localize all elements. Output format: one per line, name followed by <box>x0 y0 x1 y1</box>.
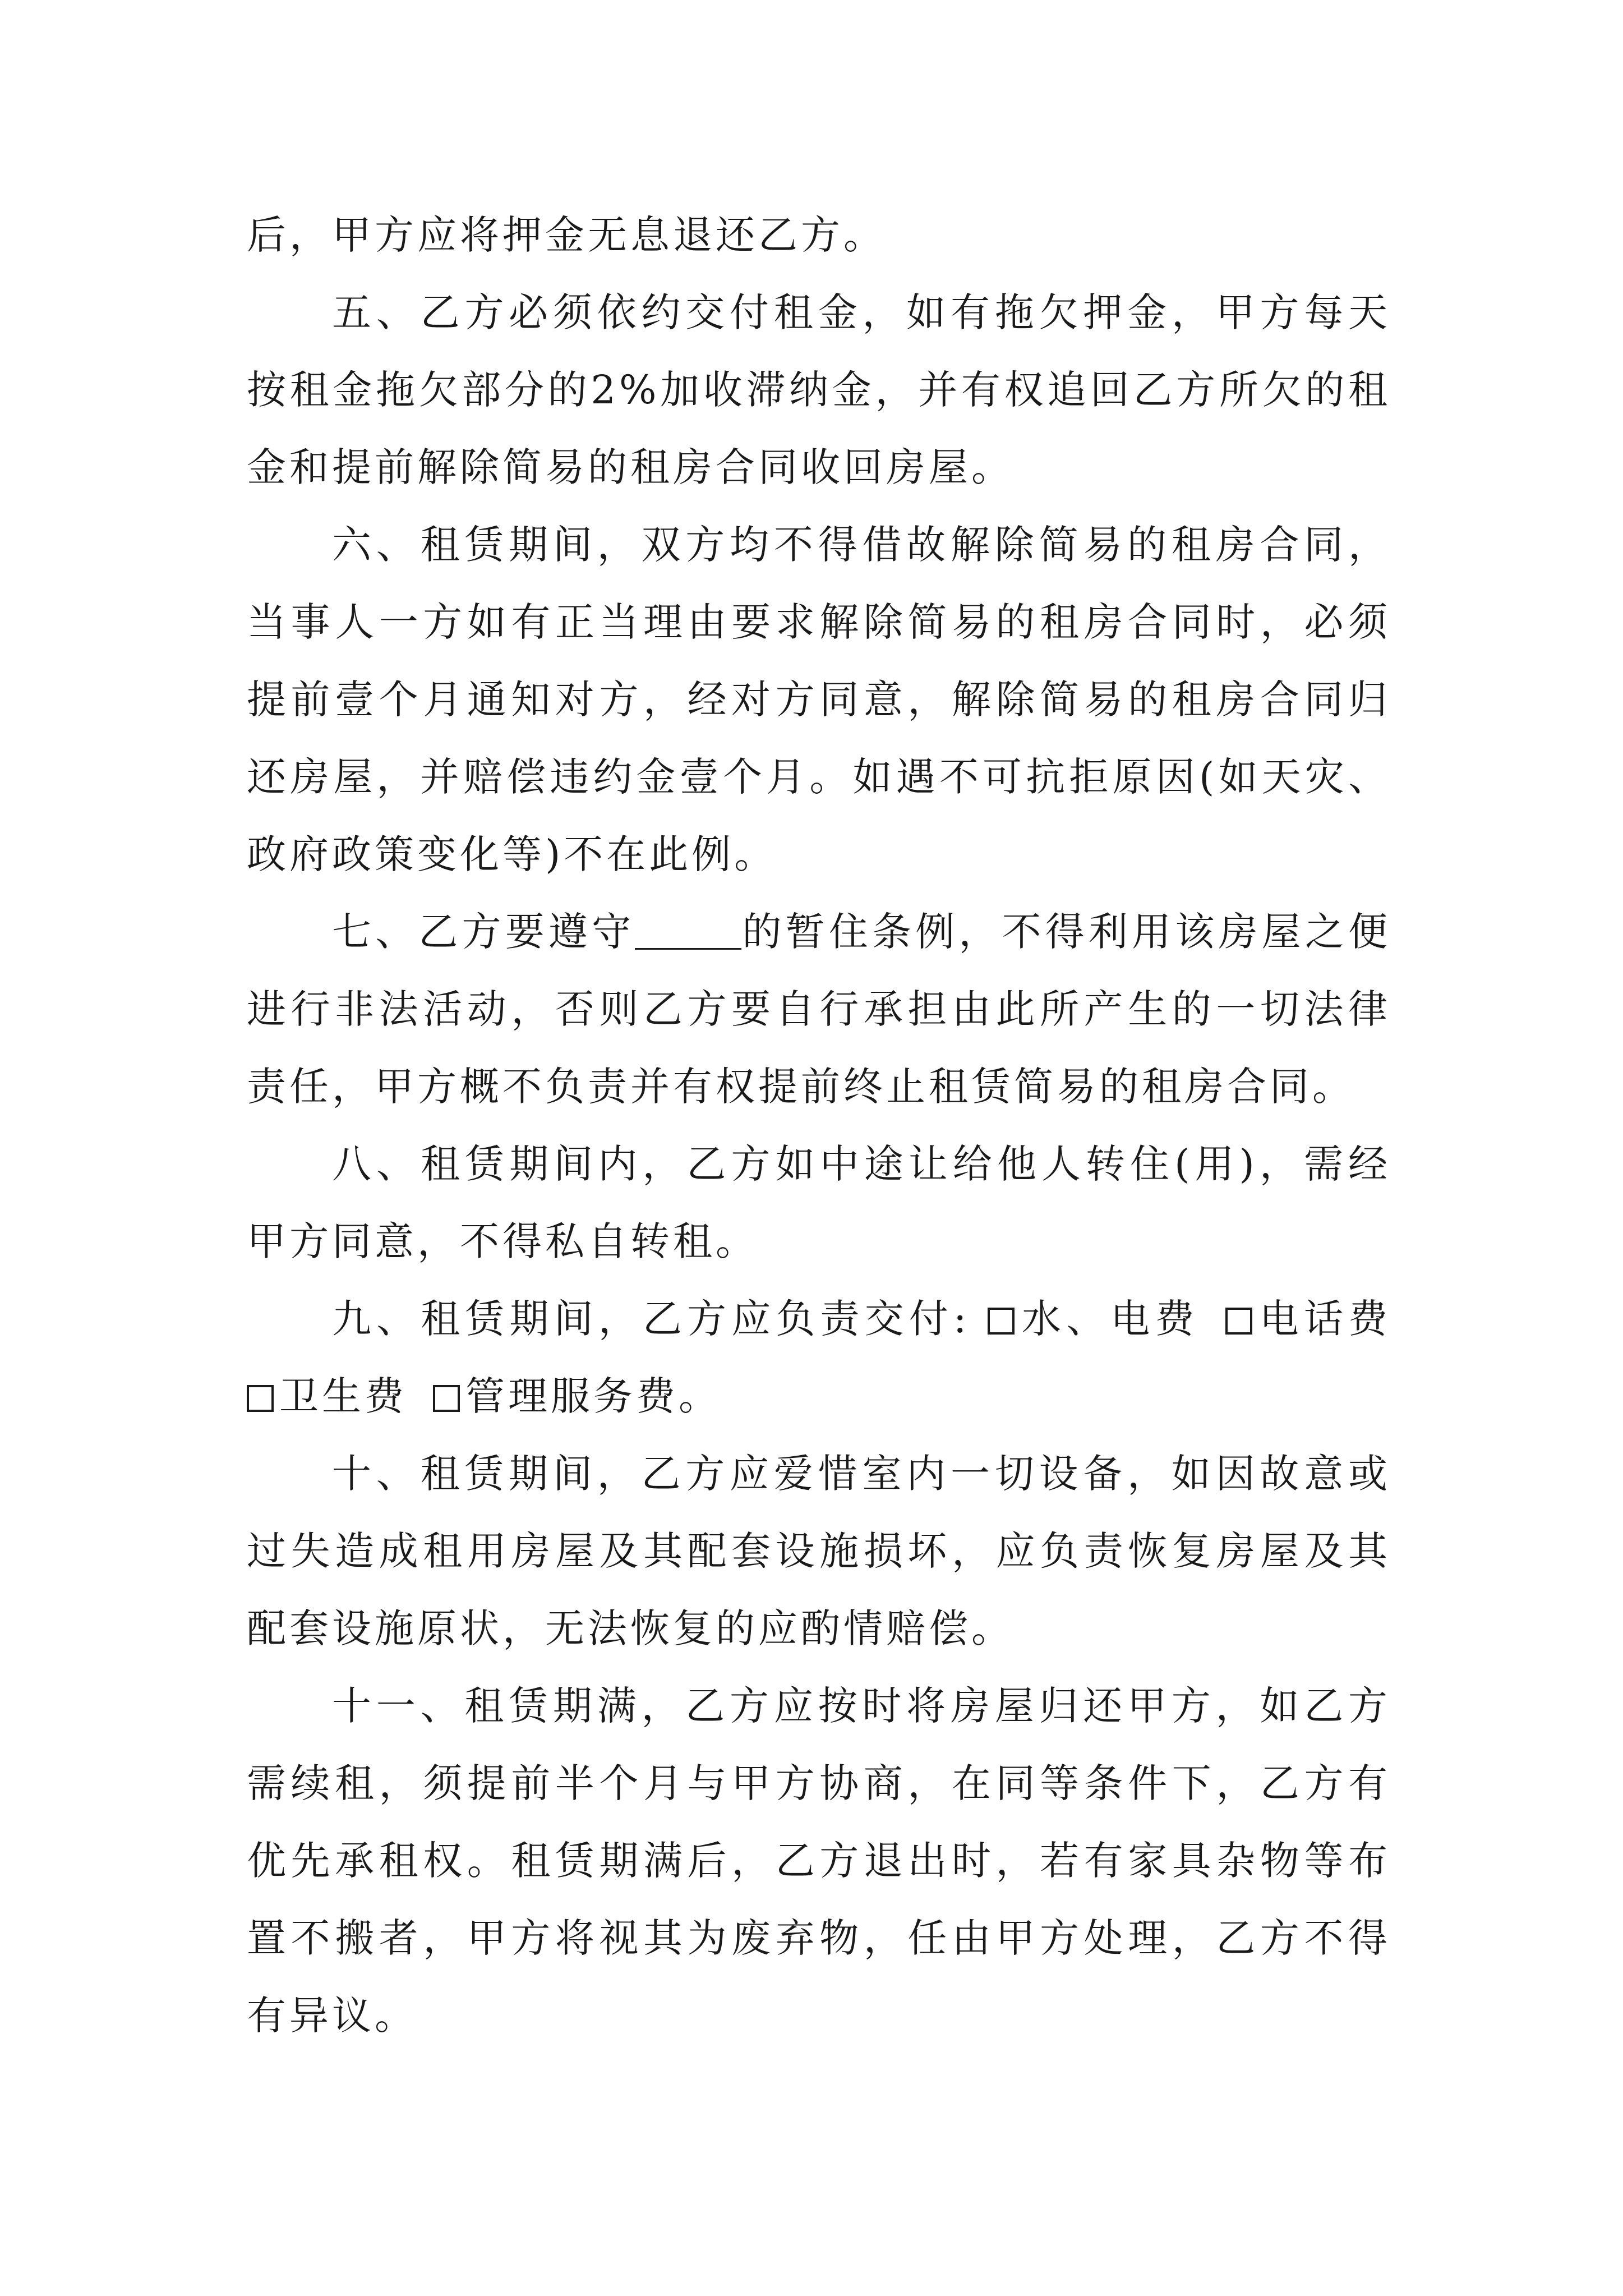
paragraph-clause-6 <box>247 506 1391 893</box>
paragraph-deposit-return <box>247 196 1391 274</box>
paragraph-lead: 九、租赁期间，乙方应负责交付: <box>332 1296 970 1342</box>
checkbox-label: 水、电费 <box>1020 1296 1200 1342</box>
paragraph-clause-9 <box>247 1280 1391 1435</box>
paragraph-text: 五、乙方必须依约交付租金，如有拖欠押金，甲方每天按租金拖欠部分的2%加收滞纳金，并有权追回乙方所欠的租金和提前解除简易的租房合同收回房屋。 <box>247 289 1391 490</box>
paragraph-text: 十一、租赁期满，乙方应按时将房屋归还甲方，如乙方需续租，须提前半个月与甲方协商，在同等条件下，乙方有优先承租权。租赁期满后，乙方退出时，若有家具杂物等布置不搬者，甲方将视其为废弃物，任由甲方处理，乙方不得有异议。 <box>247 1683 1391 2039</box>
paragraph-text-after-blank: 的暂住条例，不得利用该房屋之便进行非法活动，否则乙方要自行承担由此所产生的一切法律责任，甲方概不负责并有权提前终止租赁简易的租房合同。 <box>247 909 1391 1110</box>
checkbox-icon <box>247 1385 274 1412</box>
checkbox-icon <box>433 1385 460 1412</box>
paragraph-text: 十、租赁期间，乙方应爱惜室内一切设备，如因故意或过失造成租用房屋及其配套设施损坏，应负责恢复房屋及其配套设施原状，无法恢复的应酌情赔偿。 <box>247 1451 1391 1651</box>
checkbox-label: 电话费 <box>1257 1296 1391 1342</box>
paragraph-text: 八、租赁期间内，乙方如中途让给他人转住(用)，需经甲方同意，不得私自转租。 <box>247 1141 1391 1264</box>
checkbox-option-sanitation <box>247 1373 407 1419</box>
checkbox-option-management <box>433 1373 721 1419</box>
checkbox-icon <box>988 1308 1015 1335</box>
paragraph-text: 后，甲方应将押金无息退还乙方。 <box>247 212 886 258</box>
checkbox-label: 卫生费 <box>279 1373 407 1419</box>
paragraph-clause-8 <box>247 1125 1391 1280</box>
paragraph-clause-5 <box>247 274 1391 506</box>
paragraph-text-before-blank: 七、乙方要遵守 <box>332 909 635 955</box>
paragraph-clause-11 <box>247 1667 1391 2054</box>
paragraph-clause-7 <box>247 893 1391 1125</box>
checkbox-option-water-electric <box>988 1296 1200 1342</box>
checkbox-label: 管理服务费。 <box>465 1373 721 1419</box>
fill-in-blank <box>635 909 741 950</box>
contract-body <box>247 196 1391 2054</box>
paragraph-clause-10 <box>247 1435 1391 1667</box>
checkbox-option-phone <box>1225 1296 1391 1342</box>
paragraph-text: 六、租赁期间，双方均不得借故解除简易的租房合同，当事人一方如有正当理由要求解除简易的租房合同时，必须提前壹个月通知对方，经对方同意，解除简易的租房合同归还房屋，并赔偿违约金壹个月。如遇不可抗拒原因(如天灾、政府政策变化等)不在此例。 <box>247 522 1391 877</box>
checkbox-icon <box>1225 1308 1252 1335</box>
